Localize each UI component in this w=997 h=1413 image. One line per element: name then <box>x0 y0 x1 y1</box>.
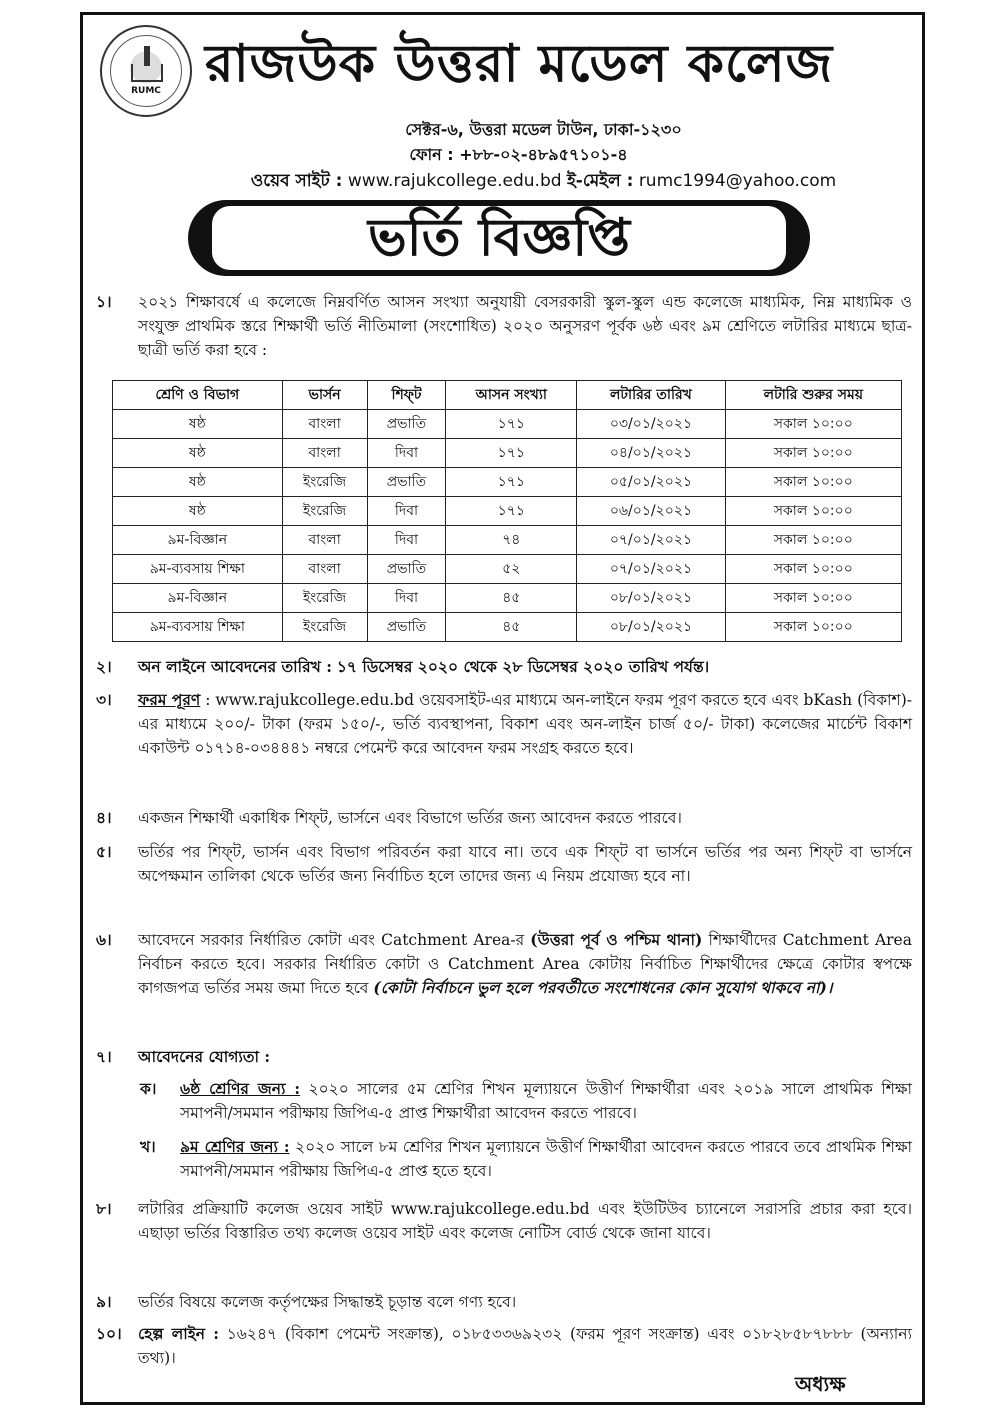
table-cell: বাংলা <box>282 555 367 584</box>
college-phone: ফোন : +৮৮-০২-৪৮৯৫৭১০১-৪ <box>409 145 628 164</box>
table-cell: ৯ম-বিজ্ঞান <box>113 526 283 555</box>
table-cell: দিবা <box>367 497 446 526</box>
pen-icon <box>144 46 150 66</box>
sub-letter: ক। <box>140 1079 157 1098</box>
sub-label: ৯ম শ্রেণির জন্য : <box>180 1137 290 1156</box>
item-text: ভর্তির পর শিফ্‌ট, ভার্সন এবং বিভাগ পরিবর্তন করা যাবে না। তবে এক শিফ্‌ট বা ভার্সনে ভর্তির পর অন্য শিফ্‌ট বা ভার্সনে অপেক্ষমান তালিকা থেকে ভর্তির জন্য নির্বাচিত হলে তাদের জন্য এ নিয়ম প্রযোজ্য হবে না। <box>138 843 912 885</box>
item-10 <box>96 1322 912 1370</box>
table-cell: ইংরেজি <box>282 468 367 497</box>
table-cell: সকাল ১০:০০ <box>725 468 901 497</box>
table-cell: সকাল ১০:০০ <box>725 410 901 439</box>
table-cell: প্রভাতি <box>367 468 446 497</box>
item-number: ১। <box>96 292 112 311</box>
item-2 <box>96 655 912 679</box>
email-address: rumc1994@yahoo.com <box>638 171 837 191</box>
table-row <box>113 497 902 526</box>
col-header: লটারি শুরুর সময় <box>725 381 901 410</box>
email-label: ই-মেইল : <box>566 171 634 191</box>
item-text <box>138 688 912 760</box>
table-cell: সকাল ১০:০০ <box>725 584 901 613</box>
table-cell: ৯ম-ব্যবসায় শিক্ষা <box>113 613 283 642</box>
item-number: ৩। <box>96 690 112 709</box>
col-header: ভার্সন <box>282 381 367 410</box>
col-header: শ্রেণি ও বিভাগ <box>113 381 283 410</box>
item-8 <box>96 1197 912 1245</box>
table-cell: ০৮/০১/২০২১ <box>577 613 725 642</box>
item-number: ১০। <box>96 1324 122 1343</box>
table-cell: ৯ম-ব্যবসায় শিক্ষা <box>113 555 283 584</box>
table-cell: প্রভাতি <box>367 613 446 642</box>
table-cell: ০৬/০১/২০২১ <box>577 497 725 526</box>
item-5 <box>96 840 912 888</box>
notice-banner <box>188 200 810 276</box>
table-row <box>113 613 902 642</box>
table-cell: সকাল ১০:০০ <box>725 497 901 526</box>
item-number: ৭। <box>96 1047 112 1066</box>
table-cell: ষষ্ঠ <box>113 497 283 526</box>
table-cell: সকাল ১০:০০ <box>725 439 901 468</box>
item-italic: (কোটা নির্বাচনে ভুল হলে পরবর্তীতে সংশোধনের কোন সুযোগ থাকবে না)। <box>373 978 833 997</box>
table-cell: বাংলা <box>282 526 367 555</box>
college-name: রাজউক উত্তরা মডেল কলেজ <box>205 33 834 94</box>
item-value: ১৭ ডিসেম্বর ২০২০ থেকে ২৮ ডিসেম্বর ২০২০ তারিখ পর্যন্ত। <box>336 657 710 676</box>
table-cell: প্রভাতি <box>367 410 446 439</box>
table-cell: ০৭/০১/২০২১ <box>577 555 725 584</box>
web-url: www.rajukcollege.edu.bd <box>347 171 562 191</box>
table-cell: প্রভাতি <box>367 555 446 584</box>
table-cell: ১৭১ <box>446 497 577 526</box>
principal-signature: অধ্যক্ষ <box>795 1372 846 1396</box>
item-number: ৫। <box>96 842 112 861</box>
item-text: ২০২১ শিক্ষাবর্ষে এ কলেজে নিম্নবর্ণিত আসন সংখ্যা অনুযায়ী বেসরকারী স্কুল-স্কুল এন্ড কলেজে মাধ্যমিক, নিম্ন মাধ্যমিক ও সংযুক্ত প্রাথমিক স্তরে শিক্ষার্থী ভর্তি নীতিমালা (সংশোধিত) ২০২০ অনুসরণ পূর্বক ৬ষ্ঠ এবং ৯ম শ্রেণিতে লটারির মাধ্যমে ছাত্র-ছাত্রী ভর্তি করা হবে : <box>138 293 912 359</box>
item-6 <box>96 928 912 1000</box>
table-cell: সকাল ১০:০০ <box>725 555 901 584</box>
table-cell: ষষ্ঠ <box>113 439 283 468</box>
table-row <box>113 468 902 497</box>
table-cell: ১৭১ <box>446 439 577 468</box>
col-header: আসন সংখ্যা <box>446 381 577 410</box>
table-row <box>113 584 902 613</box>
banner-title: ভর্তি বিজ্ঞপ্তি <box>212 206 786 270</box>
table-cell: বাংলা <box>282 439 367 468</box>
table-row <box>113 439 902 468</box>
sub-label: ৬ষ্ঠ শ্রেণির জন্য : <box>180 1079 301 1098</box>
table-cell: ষষ্ঠ <box>113 410 283 439</box>
item-number: ৯। <box>96 1292 112 1311</box>
item-number: ২। <box>96 657 112 676</box>
logo-text: RUMC <box>131 86 161 96</box>
table-cell: ০৫/০১/২০২১ <box>577 468 725 497</box>
item-text <box>138 928 912 1000</box>
table-cell: ৯ম-বিজ্ঞান <box>113 584 283 613</box>
item-text <box>138 1045 912 1069</box>
table-cell: ৪৫ <box>446 584 577 613</box>
item-label: আবেদনের যোগ্যতা : <box>138 1047 271 1066</box>
item-text-a: আবেদনে সরকার নির্ধারিত কোটা এবং Catchment Area-র <box>138 931 525 949</box>
col-header: লটারির তারিখ <box>577 381 725 410</box>
item-7-ka <box>140 1077 912 1125</box>
college-web-email <box>0 168 997 196</box>
item-text <box>138 1322 912 1370</box>
item-value: : www.rajukcollege.edu.bd ওয়েবসাইট-এর মাধ্যমে অন-লাইনে ফরম পূরণ করতে হবে এবং bKash (বিকাশ)-এর মাধ্যমে ২০০/- টাকা (ফরম ১৫০/-, ভর্তি ব্যবস্থাপনা, বিকাশ এবং অন-লাইন চার্জ ৫০/- টাকা) কলেজের মার্চেন্ট বিকাশ একাউন্ট ০১৭১৪-০৩৪৪৪১ নম্বরে পেমেন্ট করে আবেদন ফরম সংগ্রহ করতে হবে। <box>138 691 913 757</box>
table-cell: ষষ্ঠ <box>113 468 283 497</box>
item-text <box>138 655 912 679</box>
sub-value: ২০২০ সালের ৫ম শ্রেণির শিখন মূল্যায়নে উত্তীর্ণ শিক্ষার্থীরা এবং ২০১৯ সালে প্রাথমিক শিক্ষা সমাপনী/সমমান পরীক্ষায় জিপিএ-৫ প্রাপ্ত শিক্ষার্থীরা আবেদন করতে পারবে। <box>180 1080 912 1122</box>
college-logo <box>100 25 192 117</box>
item-text: একজন শিক্ষার্থী একাধিক শিফ্‌ট, ভার্সনে এবং বিভাগে ভর্তির জন্য আবেদন করতে পারবে। <box>138 809 682 827</box>
item-1 <box>96 290 912 362</box>
table-row <box>113 410 902 439</box>
sub-value: ২০২০ সালে ৮ম শ্রেণির শিখন মূল্যায়নে উত্তীর্ণ শিক্ষার্থীরা আবেদন করতে পারবে তবে প্রাথমিক শিক্ষা সমাপনী/সমমান পরীক্ষায় জিপিএ-৫ প্রাপ্ত হতে হবে। <box>180 1138 912 1180</box>
item-4 <box>96 806 912 830</box>
col-header: শিফ্‌ট <box>367 381 446 410</box>
table-cell: বাংলা <box>282 410 367 439</box>
book-icon <box>131 64 163 82</box>
item-label: ফরম পূরণ <box>138 690 201 709</box>
item-text: লটারির প্রক্রিয়াটি কলেজ ওয়েব সাইট www.rajukcollege.edu.bd এবং ইউটিউব চ্যানেলে সরাসরি প্রচার করা হবে। এছাড়া ভর্তির বিস্তারিত তথ্য কলেজ ওয়েব সাইট এবং কলেজ নোটিস বোর্ড থেকে জানা যাবে। <box>138 1200 912 1242</box>
item-label: হেল্প লাইন : <box>138 1324 219 1343</box>
table-cell: ০৪/০১/২০২১ <box>577 439 725 468</box>
table-cell: দিবা <box>367 584 446 613</box>
table-row <box>113 555 902 584</box>
item-number: ৮। <box>96 1199 112 1218</box>
sub-text <box>180 1135 912 1183</box>
table-cell: ইংরেজি <box>282 613 367 642</box>
table-cell: ইংরেজি <box>282 497 367 526</box>
item-3 <box>96 688 912 760</box>
table-cell: ইংরেজি <box>282 584 367 613</box>
sub-text <box>180 1077 912 1125</box>
college-address: সেক্টর-৬, উত্তরা মডেল টাউন, ঢাকা-১২৩০ <box>405 120 682 139</box>
logo-emblem <box>110 35 182 107</box>
table-row <box>113 526 902 555</box>
table-cell: ০৭/০১/২০২১ <box>577 526 725 555</box>
table-cell: দিবা <box>367 526 446 555</box>
table-cell: ১৭১ <box>446 468 577 497</box>
item-number: ৬। <box>96 930 112 949</box>
item-label: অন লাইনে আবেদনের তারিখ : <box>138 657 332 676</box>
table-cell: সকাল ১০:০০ <box>725 526 901 555</box>
table-cell: ০৮/০১/২০২১ <box>577 584 725 613</box>
table-cell: ৫২ <box>446 555 577 584</box>
table-cell: সকাল ১০:০০ <box>725 613 901 642</box>
item-number: ৪। <box>96 808 112 827</box>
item-7 <box>96 1045 912 1069</box>
web-label: ওয়েব সাইট : <box>250 171 343 191</box>
sub-letter: খ। <box>140 1137 156 1156</box>
item-7-kha <box>140 1135 912 1183</box>
table-cell: দিবা <box>367 439 446 468</box>
item-text: ভর্তির বিষয়ে কলেজ কর্তৃপক্ষের সিদ্ধান্তই চূড়ান্ত বলে গণ্য হবে। <box>138 1293 517 1311</box>
table-cell: ০৩/০১/২০২১ <box>577 410 725 439</box>
item-bold: (উত্তরা পূর্ব ও পশ্চিম থানা) <box>530 930 703 949</box>
admission-table <box>112 380 902 642</box>
item-text-b: শিক্ষার্থীদের Catchment Area নির্বাচন করতে হবে। সরকার নির্ধারিত কোটা ও Catchment Area কোটায় নির্বাচিত শিক্ষার্থীদের ক্ষেত্রে কোটার স্বপক্ষে কাগজপত্র ভর্তির সময় জমা দিতে হবে <box>138 931 912 997</box>
table-cell: ৭৪ <box>446 526 577 555</box>
table-cell: ৪৫ <box>446 613 577 642</box>
item-9 <box>96 1290 912 1314</box>
item-value: ১৬২৪৭ (বিকাশ পেমেন্ট সংক্রান্ত), ০১৮৫৩৩৬৯২৩২ (ফরম পূরণ সংক্রান্ত) এবং ০১৮২৮৫৮৭৮৮৮ (অন্যান্য তথ্য)। <box>138 1325 913 1367</box>
table-cell: ১৭১ <box>446 410 577 439</box>
table-header-row <box>113 381 902 410</box>
